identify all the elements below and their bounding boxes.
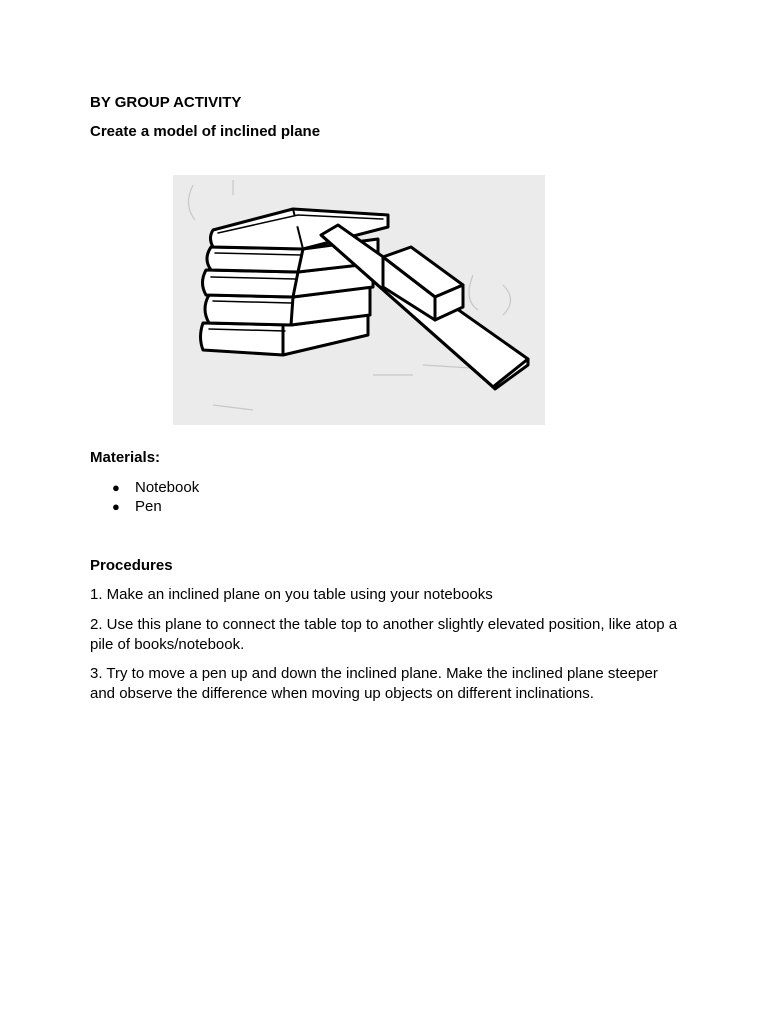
materials-list <box>90 478 199 516</box>
activity-subtitle: Create a model of inclined plane <box>90 123 321 140</box>
procedure-step: 2. Use this plane to connect the table top to another slightly elevated position, like atop a pile of books/notebook. <box>90 616 678 653</box>
material-item-label: Pen <box>135 498 162 515</box>
list-item <box>90 497 199 516</box>
books-ramp-drawing <box>173 175 545 425</box>
procedure-step: 3. Try to move a pen up and down the inclined plane. Make the inclined plane steeper and observe the difference when moving up objects on different inclinations. <box>90 665 658 702</box>
list-item <box>90 478 199 497</box>
procedures-heading: Procedures <box>90 557 173 574</box>
book-stack <box>201 209 389 355</box>
materials-heading: Materials: <box>90 449 161 466</box>
procedure-step: 1. Make an inclined plane on you table using your notebooks <box>90 586 493 603</box>
bullet-icon: ● <box>112 480 120 495</box>
material-item-label: Notebook <box>135 479 200 496</box>
inclined-plane-illustration <box>173 175 545 425</box>
activity-title: BY GROUP ACTIVITY <box>90 94 242 111</box>
bullet-icon: ● <box>112 499 120 514</box>
block-on-ramp <box>383 247 463 320</box>
